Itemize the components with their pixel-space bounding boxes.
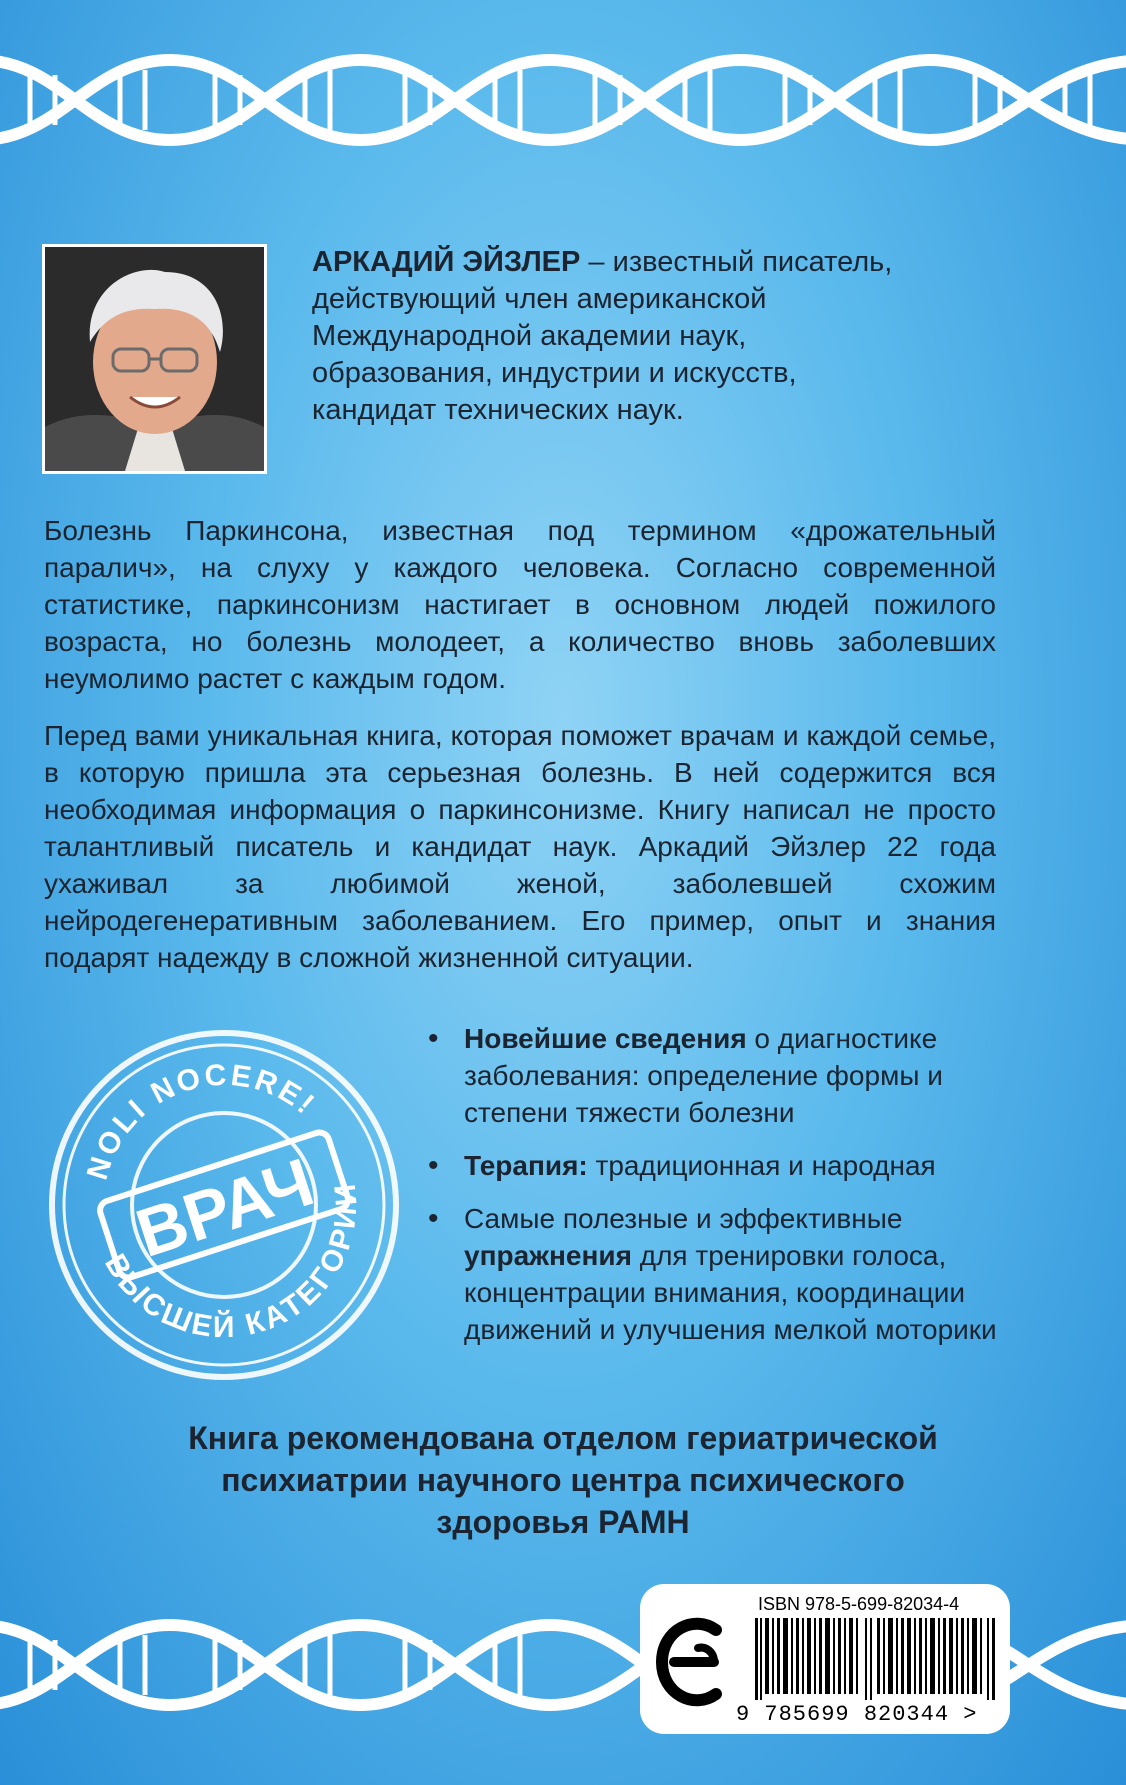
recommendation-line-1: Книга рекомендована отделом гериатрической [188, 1420, 938, 1456]
isbn-digits: 9 785699 820344 > [736, 1702, 978, 1727]
dna-decoration-top [0, 0, 1126, 200]
author-photo [42, 244, 267, 474]
description-paragraph-1: Болезнь Паркинсона, известная под термином «дрожательный паралич», на слуху у каждого человека. Согласно современной статистике, паркинсонизм настигает в основном людей пожилого возраста, но болезнь молодеет, а количество вновь заболевших неумолимо растет с каждым годом. [44, 515, 996, 694]
author-bio-line-4: образования, индустрии и искусств, [312, 357, 797, 389]
author-bio [312, 244, 1102, 429]
feature-1-bold: Новейшие сведения [464, 1023, 747, 1054]
feature-item-1 [420, 1020, 1020, 1131]
recommendation-line-2: психиатрии научного центра психического [221, 1462, 905, 1498]
author-name: АРКАДИЙ ЭЙЗЛЕР [312, 246, 581, 278]
feature-item-2 [420, 1147, 1020, 1184]
publisher-logo-icon [654, 1612, 734, 1712]
feature-item-3 [420, 1200, 1020, 1348]
features-list [420, 1020, 1020, 1364]
recommendation [60, 1417, 1066, 1543]
stamp-center-text: ВРАЧ [127, 1143, 323, 1272]
author-bio-line-1: – известный писатель, [580, 246, 893, 278]
stamp-bottom-arc: ВЫСШЕЙ КАТЕГОРИИ [98, 1179, 364, 1345]
bullet-icon: • [428, 1022, 439, 1055]
vrach-stamp [44, 1025, 404, 1385]
author-bio-line-5: кандидат технических наук. [312, 394, 684, 426]
bullet-icon: • [428, 1202, 439, 1235]
description-paragraph-2: Перед вами уникальная книга, которая поможет врачам и каждой семье, в которую пришла эта серьезная болезнь. В ней содержится вся необходимая информация о паркинсонизме. Книгу написал не просто талантливый писатель и кандидат наук. Аркадий Эйзлер 22 года ухаживал за любимой женой, заболевшей схожим нейродегенеративным заболеванием. Его пример, опыт и знания подарят надежду в сложной жизненной ситуации. [44, 720, 996, 973]
feature-3-text: для тренировки голоса, концентрации внимания, координации движений и улучшения мелкой моторики [464, 1240, 997, 1345]
author-bio-line-2: действующий член американской [312, 283, 767, 315]
feature-2-text: традиционная и народная [587, 1150, 936, 1181]
feature-3-bold: упражнения [464, 1240, 632, 1271]
barcode [755, 1618, 995, 1700]
feature-1-text: о диагностике заболевания: определение формы и степени тяжести болезни [464, 1023, 943, 1128]
feature-2-bold: Терапия: [464, 1150, 588, 1181]
feature-3-pre: Самые полезные и эффективные [464, 1203, 903, 1234]
stamp-top-arc: NOLI NOCERE! [80, 1058, 323, 1184]
isbn-block [640, 1584, 1010, 1734]
isbn-label: ISBN 978-5-699-82034-4 [758, 1594, 960, 1614]
recommendation-line-3: здоровья РАМН [436, 1504, 690, 1540]
bullet-icon: • [428, 1149, 439, 1182]
author-bio-line-3: Международной академии наук, [312, 320, 747, 352]
